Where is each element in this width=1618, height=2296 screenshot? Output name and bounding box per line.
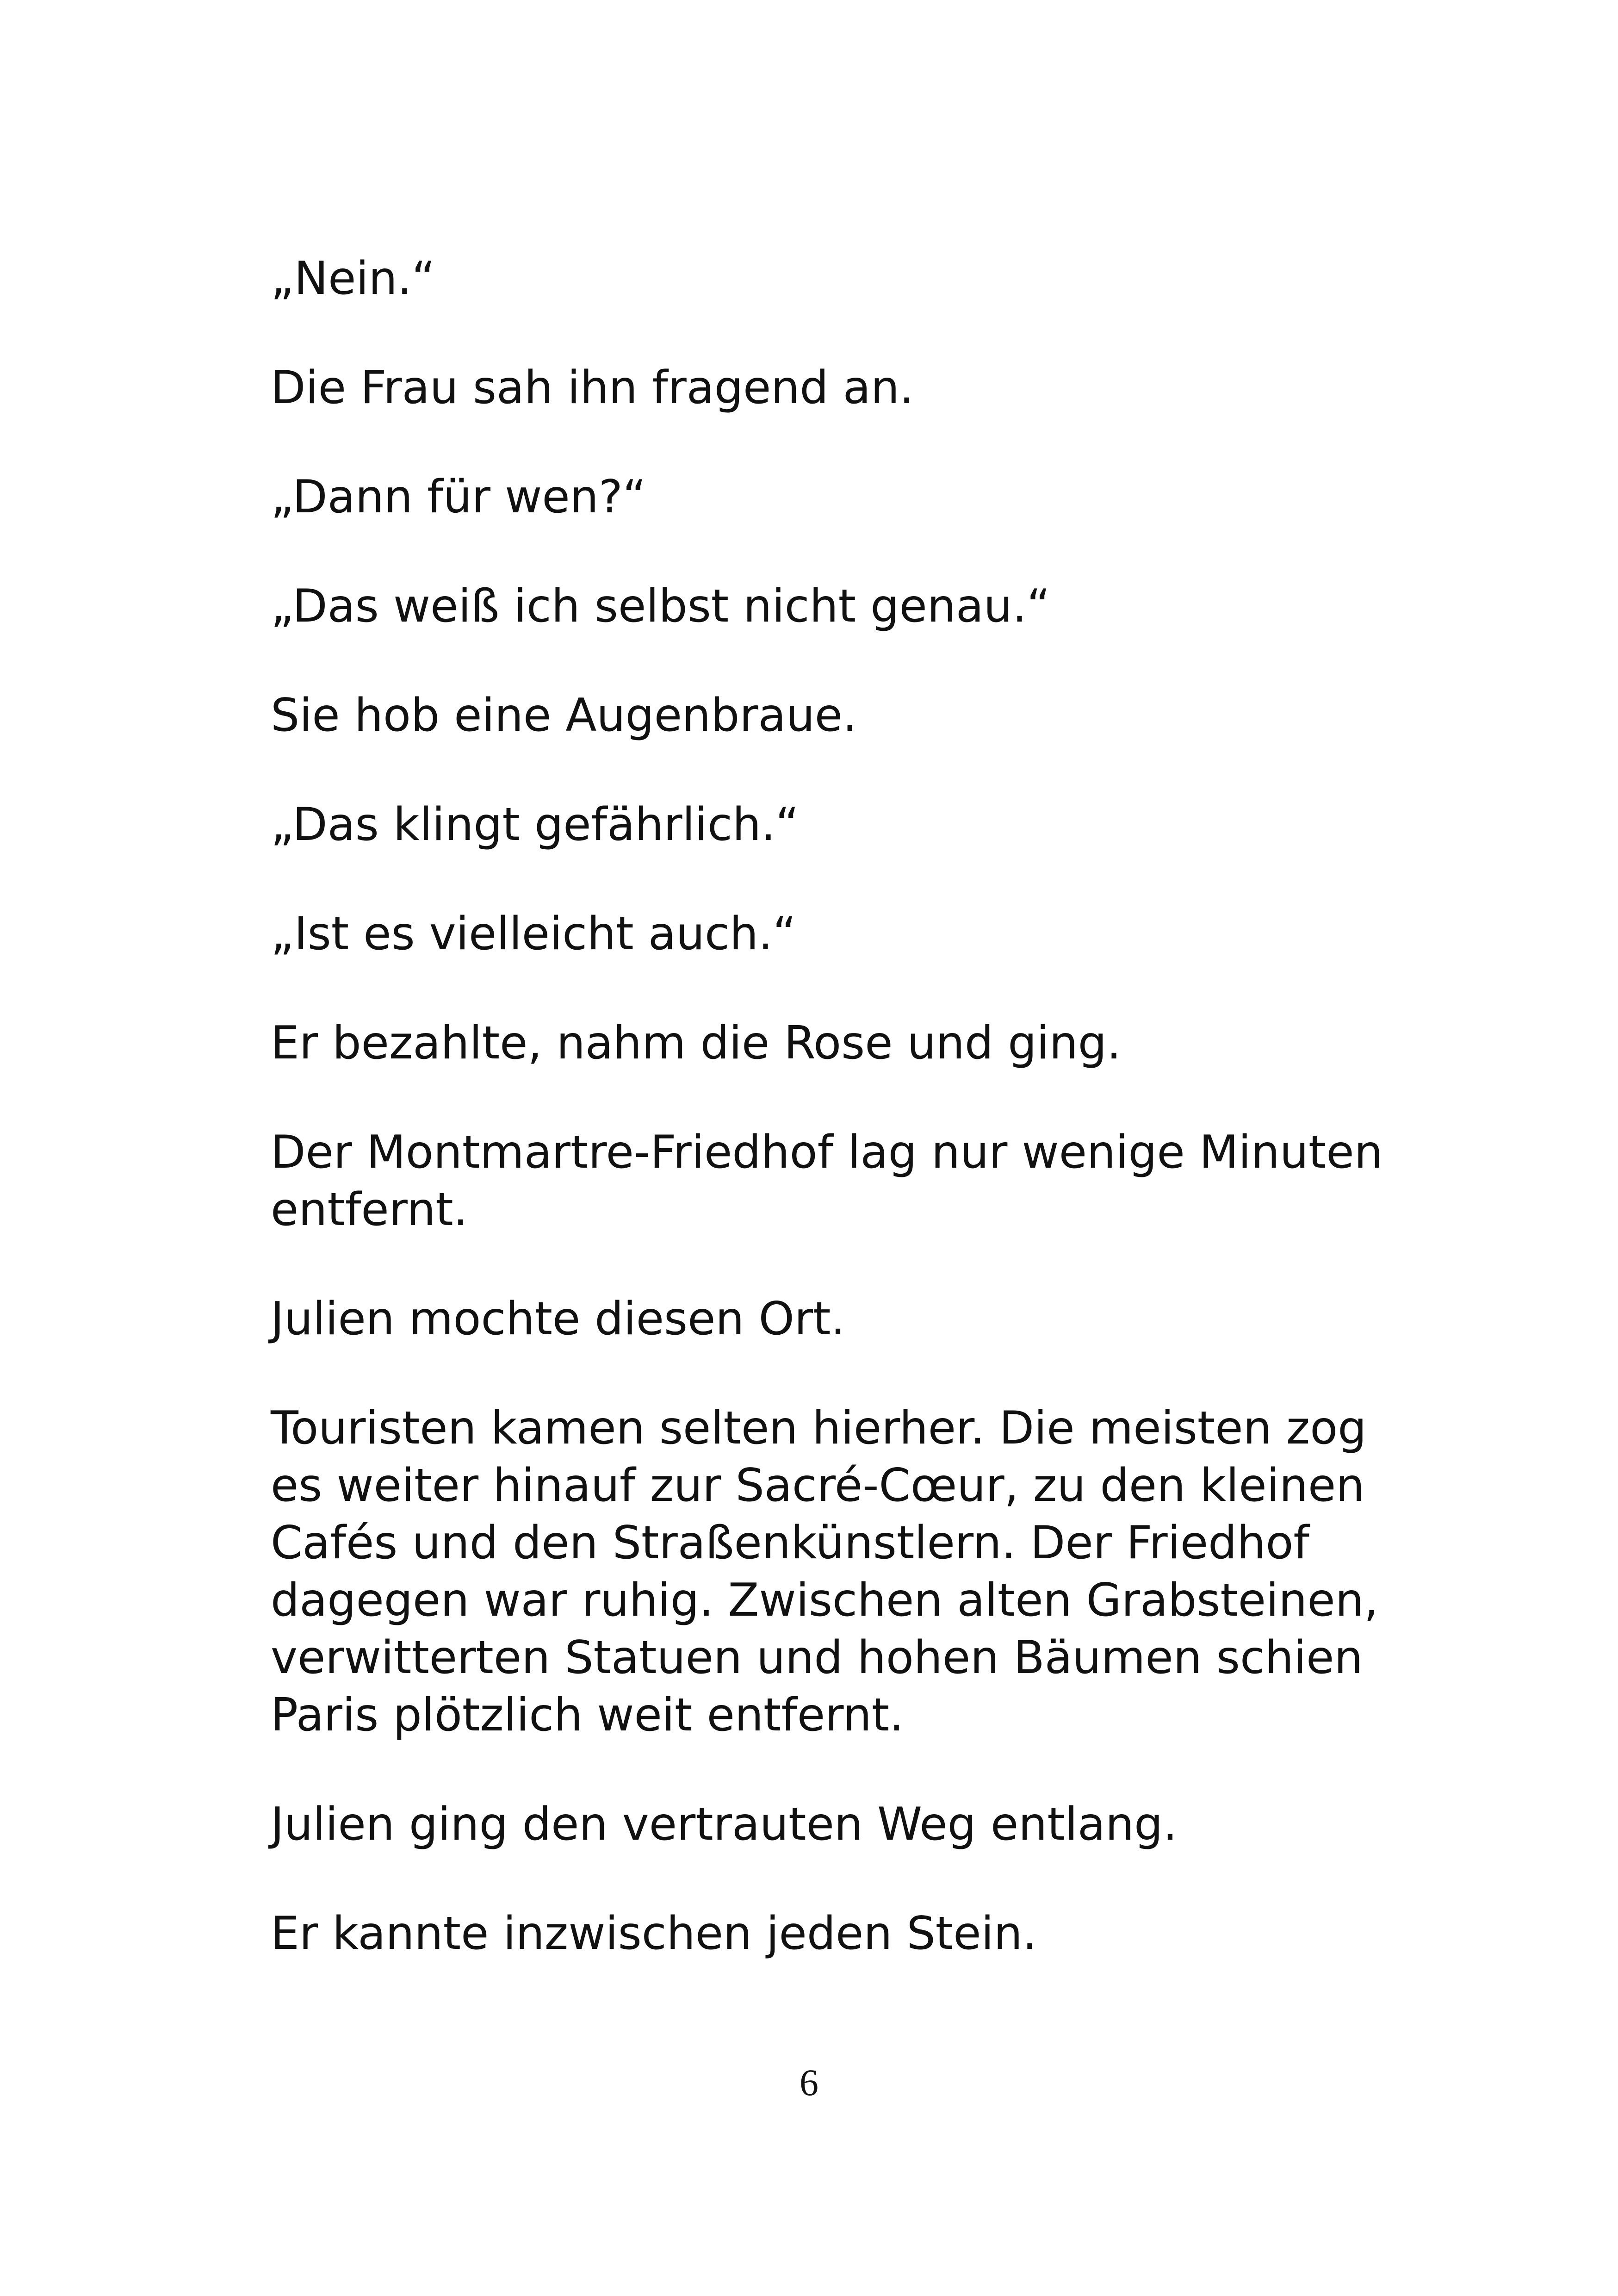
paragraph: Sie hob eine Augenbraue.: [271, 689, 857, 742]
paragraph: Er kannte inzwischen jeden Stein.: [271, 1907, 1037, 1960]
paragraph: Er bezahlte, nahm die Rose und ging.: [271, 1017, 1122, 1070]
paragraph: „Das klingt gefährlich.“: [271, 798, 799, 851]
paragraph: Die Frau sah ihn fragend an.: [271, 361, 914, 414]
paragraph: Julien mochte diesen Ort.: [271, 1293, 845, 1345]
paragraph: „Dann für wen?“: [271, 471, 646, 523]
paragraph: Julien ging den vertrauten Weg entlang.: [271, 1798, 1178, 1851]
page-number: 6: [800, 2061, 818, 2103]
body-text: [271, 250, 1404, 2014]
paragraph: Touristen kamen selten hierher. Die meisten zog es weiter hinauf zur Sacré-Cœur, zu den kleinen Cafés und den Straßenkünstlern. Der Friedhof dagegen war ruhig. Zwischen alten Grabsteinen, verwitterten Statuen und hohen Bäumen schien Paris plötzlich weit entfernt.: [271, 1402, 1378, 1742]
paragraph: „Ist es vielleicht auch.“: [271, 908, 796, 960]
paragraph: „Nein.“: [271, 252, 435, 305]
paragraph: Der Montmartre-Friedhof lag nur wenige Minuten entfernt.: [271, 1126, 1383, 1236]
paragraph: „Das weiß ich selbst nicht genau.“: [271, 580, 1050, 633]
